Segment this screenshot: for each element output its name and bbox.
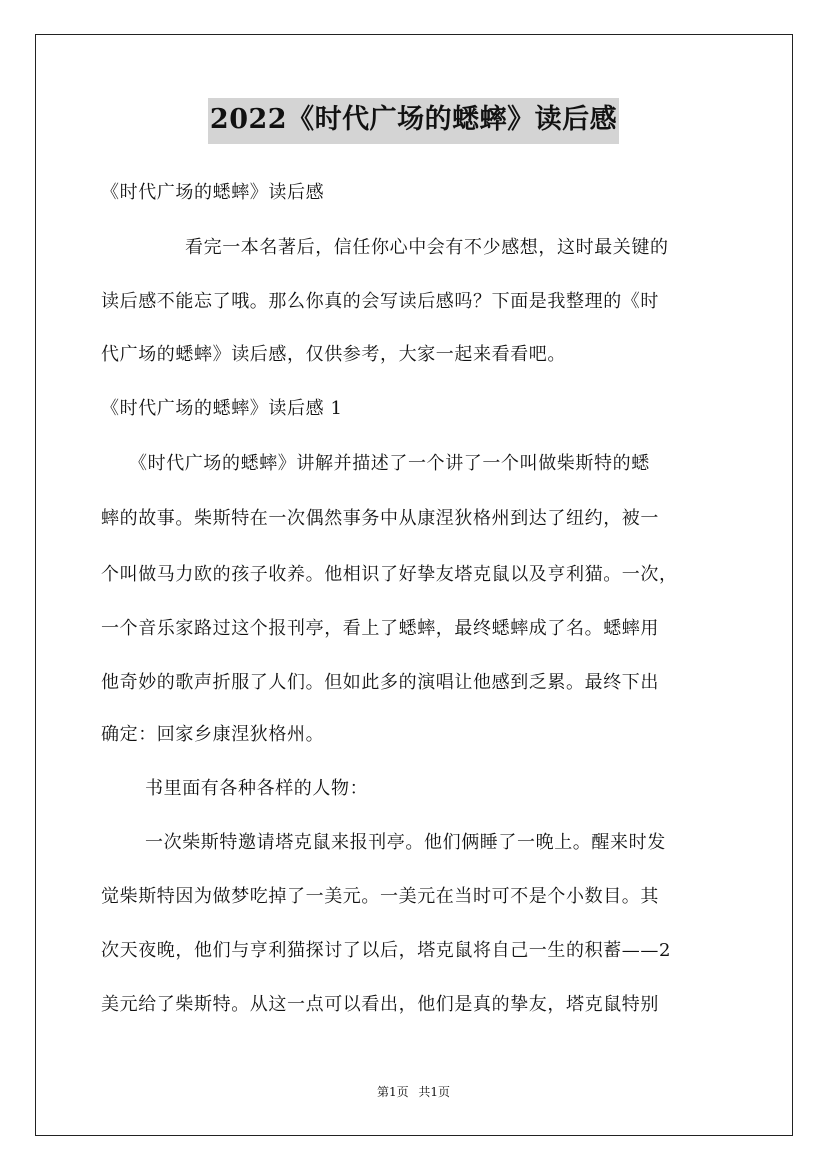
body-line: 个叫做马力欧的孩子收养。他相识了好挚友塔克鼠以及亨利猫。一次， [101,564,678,585]
intro-line: 代广场的蟋蟀》读后感，仅供参考，大家一起来看看吧。 [101,344,566,365]
document-title-wrap [0,98,827,144]
body-line: 一个音乐家路过这个报刊亭，看上了蟋蟀，最终蟋蟀成了名。蟋蟀用 [101,618,659,639]
body-line: 书里面有各种各样的人物： [145,778,369,799]
page-footer [0,1083,827,1100]
section-heading: 《时代广场的蟋蟀》读后感 1 [101,398,343,419]
intro-line: 看完一本名著后，信任你心中会有不少感想，这时最关键的 [185,237,669,258]
subtitle: 《时代广场的蟋蟀》读后感 [101,182,325,203]
body-line: 一次柴斯特邀请塔克鼠来报刊亭。他们俩睡了一晚上。醒来时发 [145,832,666,853]
page-number: 第1页 [376,1085,409,1099]
page-total: 共1页 [418,1085,451,1099]
body-line: 他奇妙的歌声折服了人们。但如此多的演唱让他感到乏累。最终下出 [101,672,659,693]
intro-line: 读后感不能忘了哦。那么你真的会写读后感吗？下面是我整理的《时 [101,291,659,312]
document-title: 2022《时代广场的蟋蟀》读后感 [208,98,619,144]
body-line: 美元给了柴斯特。从这一点可以看出，他们是真的挚友，塔克鼠特别 [101,994,659,1015]
body-line: 《时代广场的蟋蟀》讲解并描述了一个讲了一个叫做柴斯特的蟋 [129,453,650,474]
body-line: 觉柴斯特因为做梦吃掉了一美元。一美元在当时可不是个小数目。其 [101,886,659,907]
body-line: 确定：回家乡康涅狄格州。 [101,724,325,745]
body-line: 次天夜晚，他们与亨利猫探讨了以后，塔克鼠将自己一生的积蓄——2 [101,940,672,961]
body-line: 蟀的故事。柴斯特在一次偶然事务中从康涅狄格州到达了纽约，被一 [101,508,659,529]
